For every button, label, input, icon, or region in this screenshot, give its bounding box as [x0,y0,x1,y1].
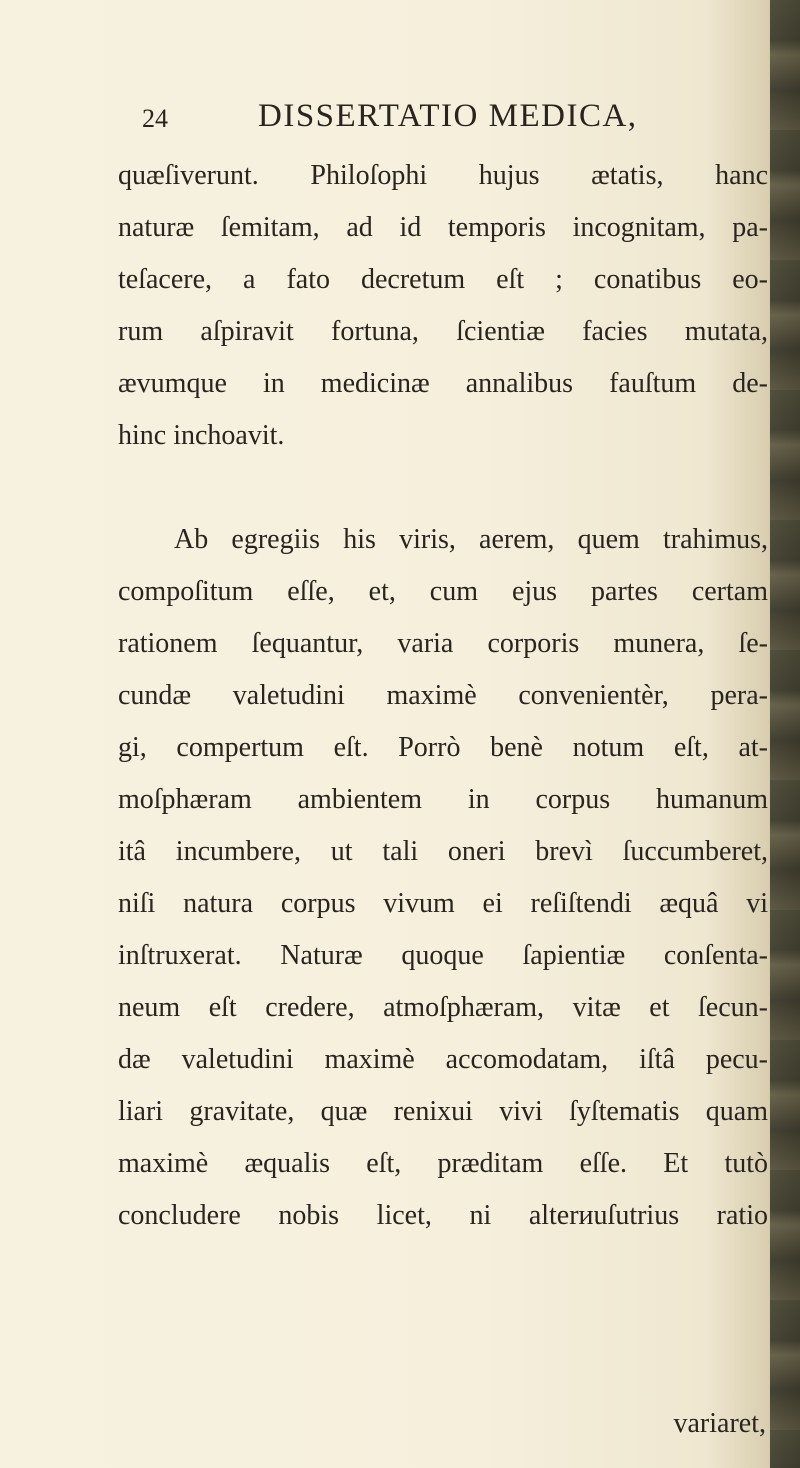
text-line: hinc inchoavit. [118,420,285,451]
text-line: quæſiverunt. Philoſophi hujus ætatis, hanc [118,160,768,191]
text-line: gi, compertum eſt. Porrò benè notum eſt, at- [118,732,768,763]
paragraph [118,514,768,1242]
text-line: concludere nobis licet, ni alterиuſutrius ratio [118,1200,768,1231]
text-line: rationem ſequantur, varia corporis munera, ſe- [118,628,768,659]
page-edge-shadow [770,0,800,1468]
text-line: compoſitum eſſe, et, cum ejus partes certam [118,576,768,607]
paragraph [118,150,768,462]
text-line: maximè æqualis eſt, præditam eſſe. Et tutò [118,1148,768,1179]
text-line: niſi natura corpus vivum ei reſiſtendi æquâ vi [118,888,768,919]
catchword: variaret, [673,1408,766,1439]
text-line: Ab egregiis his viris, aerem, quem trahimus, [174,524,768,555]
body-text [118,150,768,1439]
text-line: itâ incumbere, ut tali oneri brevì ſuccumberet, [118,836,768,867]
text-line: inſtruxerat. Naturæ quoque ſapientiæ conſenta- [118,940,768,971]
text-line: cundæ valetudini maximè convenientèr, pera- [118,680,768,711]
text-line: dæ valetudini maximè accomodatam, iſtâ pecu- [118,1044,768,1075]
text-line: moſphæram ambientem in corpus humanum [118,784,768,815]
running-head: DISSERTATIO MEDICA, [258,98,638,134]
text-line: naturæ ſemitam, ad id temporis incognitam, pa- [118,212,768,243]
text-line: rum aſpiravit fortuna, ſcientiæ facies mutata, [118,316,768,347]
text-line: ævumque in medicinæ annalibus fauſtum de- [118,368,768,399]
text-line: neum eſt credere, atmoſphæram, vitæ et ſecun- [118,992,768,1023]
page-number: 24 [142,104,168,133]
text-line: liari gravitate, quæ renixui vivi ſyſtematis quam [118,1096,768,1127]
page-header [142,98,662,138]
text-line: teſacere, a fato decretum eſt ; conatibus eo- [118,264,768,295]
